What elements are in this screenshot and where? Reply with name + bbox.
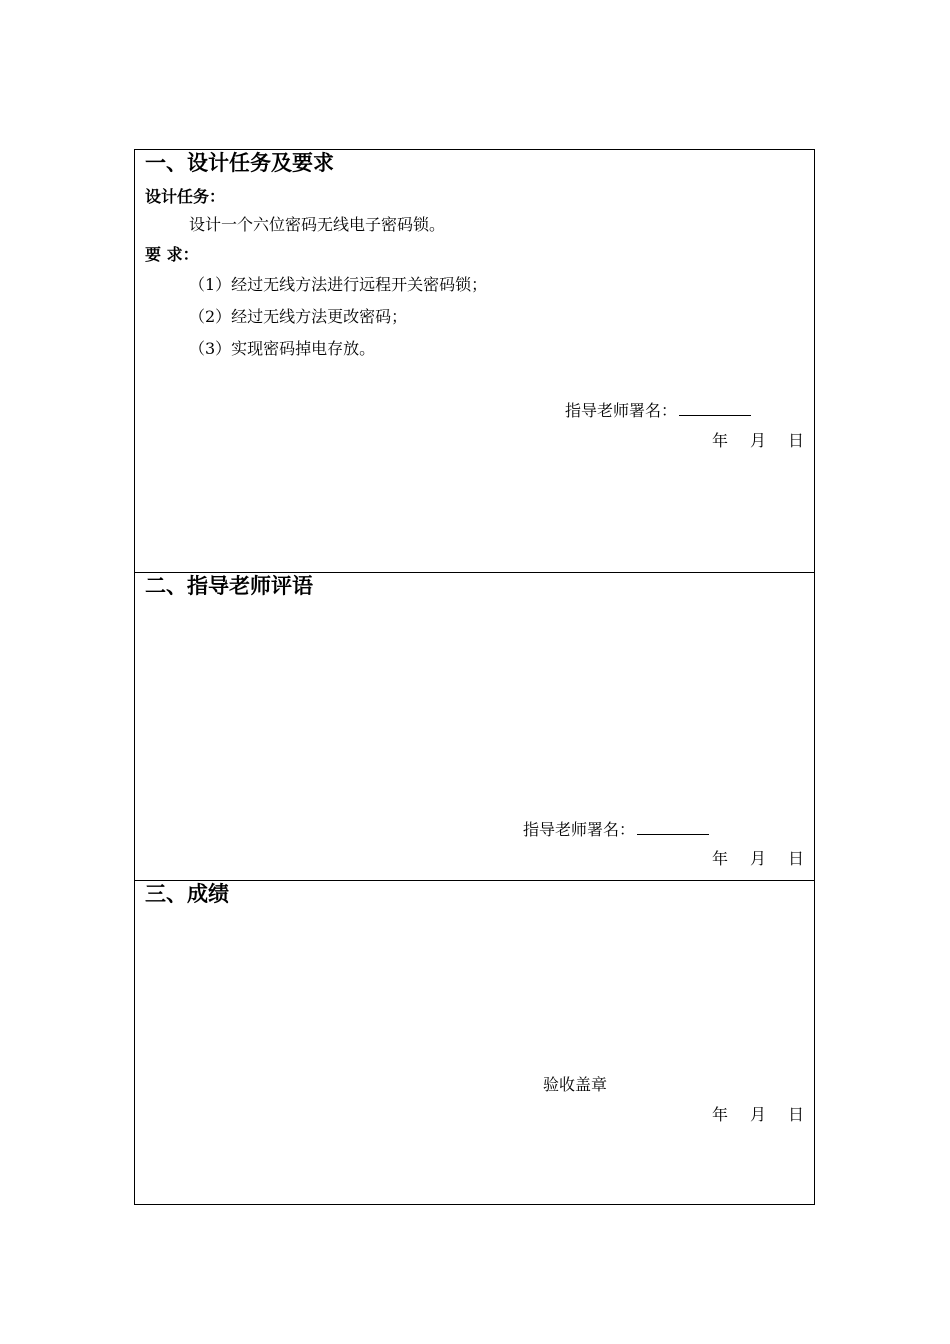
requirement-item-2: （2）经过无线方法更改密码； [189,307,408,326]
date-month: 月 [749,1105,766,1124]
requirements-label: 要 求： [145,245,199,264]
date-year: 年 [711,849,728,868]
date-month: 月 [749,849,766,868]
advisor-signature-label: 指导老师署名： [565,401,678,420]
advisor-signature [565,401,751,421]
advisor-comments-heading: 二、指导老师评语 [145,574,313,598]
requirement-item-3: （3）实现密码掉电存放。 [189,339,376,358]
date-day: 日 [787,849,804,868]
date-day: 日 [787,431,804,450]
advisor-signature-label: 指导老师署名： [523,820,636,839]
date-year: 年 [711,1105,728,1124]
requirement-item-1: （1）经过无线方法进行远程开关密码锁； [189,275,488,294]
date-day: 日 [787,1105,804,1124]
signature-blank-line[interactable] [679,401,751,416]
stamp-date [712,1105,804,1125]
date-month: 月 [749,431,766,450]
signature-blank-line[interactable] [637,820,709,835]
acceptance-stamp-label: 验收盖章 [543,1075,608,1094]
design-task-heading: 一、设计任务及要求 [145,151,334,175]
assignment-form-table [134,149,815,1205]
grade-heading: 三、成绩 [145,882,229,906]
signature-date [712,431,804,451]
signature-date [712,849,804,869]
task-text: 设计一个六位密码无线电子密码锁。 [189,215,446,234]
advisor-comments-section [135,572,814,880]
design-task-section [135,150,814,572]
advisor-signature [523,820,709,840]
grade-section [135,880,814,1205]
task-label: 设计任务： [145,187,226,206]
date-year: 年 [711,431,728,450]
